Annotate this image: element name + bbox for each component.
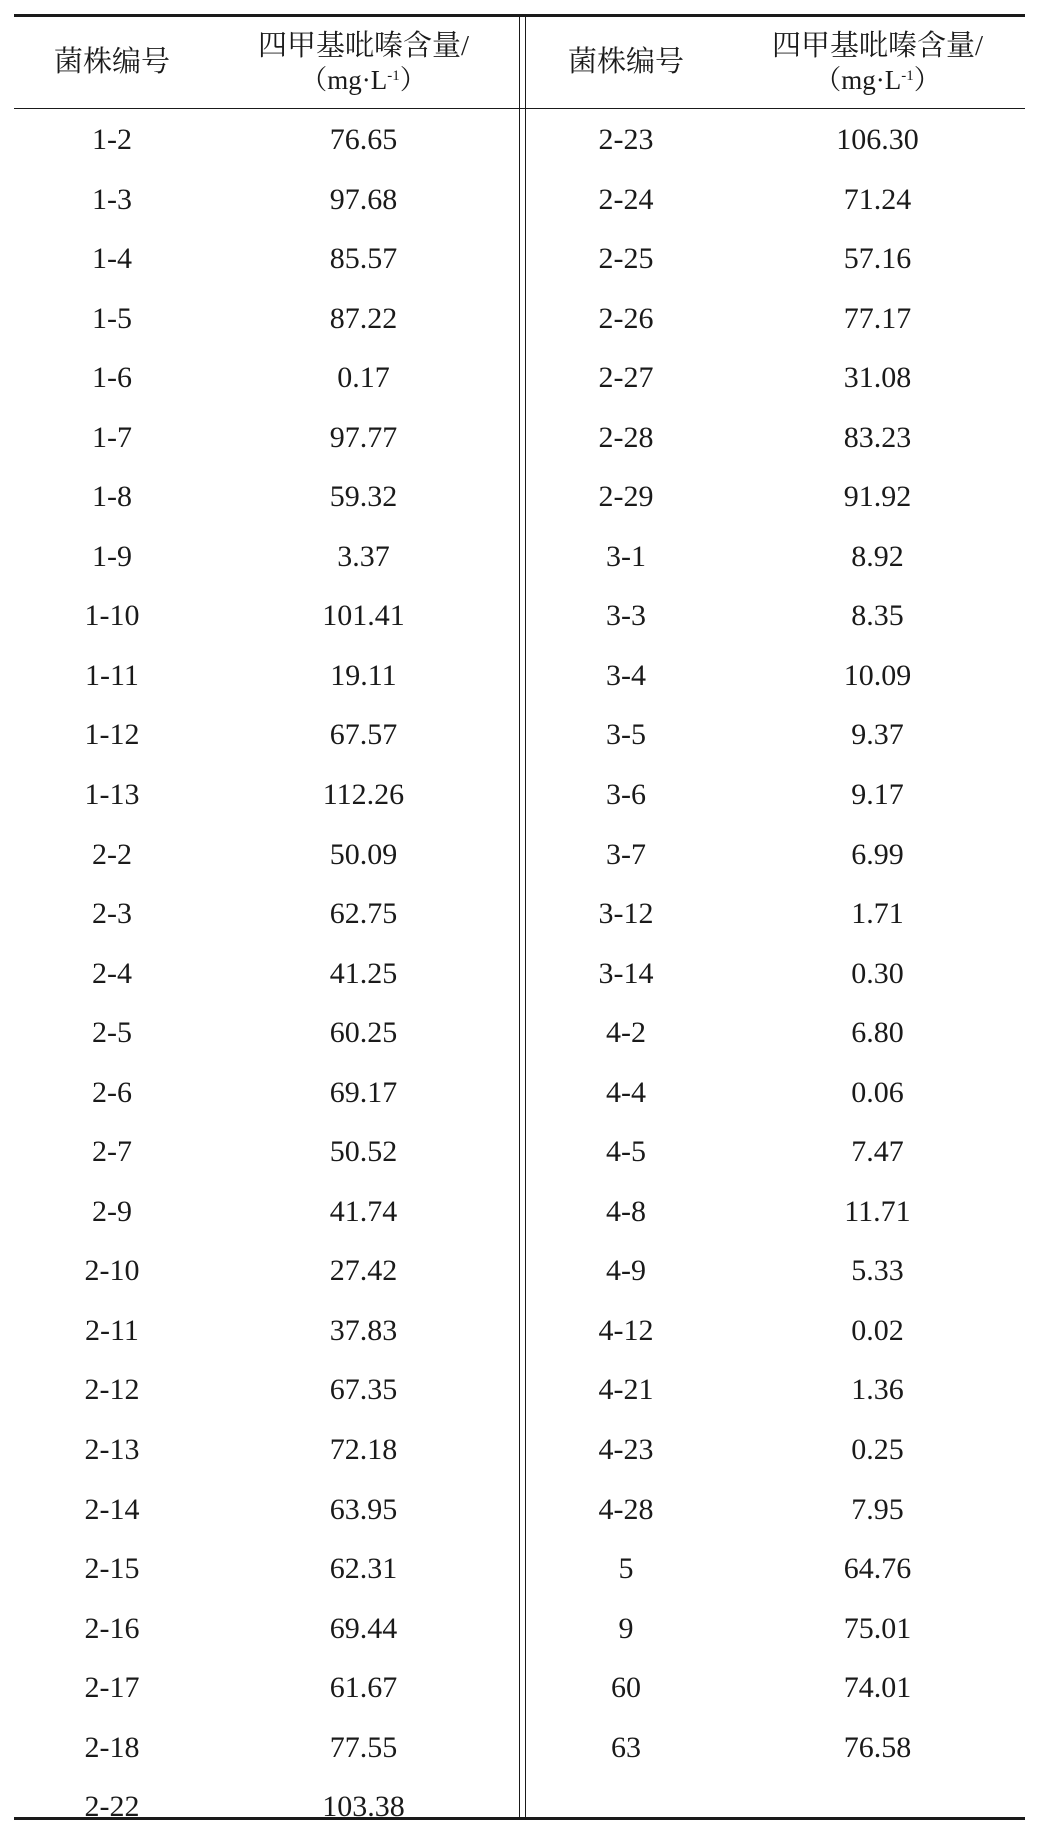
strain-id-cell: 2-11: [85, 1313, 139, 1347]
strain-id-cell: 2-23: [598, 123, 654, 156]
table-row: [528, 944, 1031, 1004]
tmp-content-cell: 37.83: [329, 1313, 398, 1347]
table-row: [528, 1301, 1031, 1361]
strain-id-cell: 2-10: [84, 1254, 140, 1288]
tmp-content-cell: 74.01: [843, 1671, 912, 1705]
strain-id-cell: 3-3: [606, 599, 646, 633]
tmp-content-cell: 63.95: [329, 1492, 398, 1526]
strain-id-cell: 9: [618, 1611, 634, 1645]
table-row: [528, 646, 1031, 706]
table-row: [14, 467, 517, 527]
strain-id-cell: 2-25: [598, 242, 654, 276]
table-row: [528, 1480, 1031, 1540]
header-unit: [300, 64, 427, 96]
strain-id-cell: 2-14: [84, 1492, 140, 1526]
header-tmp-content: [210, 17, 517, 107]
table-row: [528, 1658, 1031, 1718]
table-row: [14, 1360, 517, 1420]
tmp-content-cell: 0.06: [851, 1075, 904, 1109]
table-row: [14, 1718, 517, 1778]
strain-id-cell: 1-5: [92, 301, 132, 335]
table-body-left: [14, 110, 517, 1837]
tmp-content-cell: 0.30: [851, 956, 904, 990]
table-row: [528, 527, 1031, 587]
tmp-content-cell: 69.44: [329, 1611, 398, 1645]
table-row: [528, 1122, 1031, 1182]
tmp-content-cell: 7.95: [851, 1492, 904, 1526]
table-row: [14, 1122, 517, 1182]
strain-id-cell: 1-8: [92, 480, 132, 514]
table-row: [528, 705, 1031, 765]
tmp-content-cell: 91.92: [843, 480, 912, 514]
strain-id-cell: 3-7: [606, 837, 646, 871]
tmp-content-cell: 3.37: [337, 539, 390, 573]
tmp-content-cell: 77.17: [843, 301, 912, 335]
tmp-content-cell: 87.22: [329, 301, 398, 335]
tmp-content-cell: 5.33: [851, 1254, 904, 1288]
tmp-content-cell: 7.47: [851, 1135, 904, 1169]
tmp-content-cell: 8.92: [851, 539, 904, 573]
strain-id-cell: 1-12: [84, 718, 140, 752]
strain-id-cell: 4-9: [606, 1254, 646, 1288]
table-row: [528, 408, 1031, 468]
tmp-content-cell: 97.68: [329, 182, 398, 216]
tmp-content-cell: 19.11: [330, 658, 397, 692]
table-row: [14, 1539, 517, 1599]
table-row: [528, 1003, 1031, 1063]
table-row: [14, 586, 517, 646]
table-header-right: [528, 17, 1031, 107]
strain-id-cell: 1-13: [84, 778, 140, 812]
table-row: [14, 1301, 517, 1361]
header-unit: [814, 64, 941, 96]
strain-id-cell: 2-16: [84, 1611, 140, 1645]
table-row: [528, 586, 1031, 646]
table-row: [14, 825, 517, 885]
strain-id-cell: 60: [611, 1671, 641, 1705]
table-header-left: [14, 17, 517, 107]
tmp-content-cell: 0.25: [851, 1433, 904, 1467]
strain-id-cell: 2-27: [598, 361, 654, 395]
table-row: [528, 467, 1031, 527]
table-row: [14, 705, 517, 765]
strain-id-cell: 4-5: [606, 1135, 646, 1169]
strain-id-cell: 2-17: [84, 1671, 140, 1705]
header-strain-id: [528, 17, 724, 107]
tmp-content-cell: 9.17: [851, 778, 904, 812]
table-row: [14, 348, 517, 408]
tmp-content-cell: 41.25: [329, 956, 398, 990]
unit-open: （mg·L: [300, 65, 388, 95]
table-row: [14, 1003, 517, 1063]
strain-id-cell: 3-6: [606, 778, 646, 812]
tmp-content-cell: 103.38: [322, 1790, 405, 1824]
table-row: [14, 884, 517, 944]
strain-id-cell: 2-2: [92, 837, 132, 871]
strain-id-cell: 4-8: [606, 1194, 646, 1228]
strain-id-cell: 1-11: [85, 658, 139, 692]
strain-id-cell: 2-15: [84, 1552, 140, 1586]
tmp-content-cell: 106.30: [836, 123, 919, 156]
table-row: [14, 408, 517, 468]
tmp-content-cell: 62.75: [329, 897, 398, 931]
strain-id-cell: 2-29: [598, 480, 654, 514]
tmp-content-cell: 31.08: [843, 361, 912, 395]
strain-id-cell: 3-4: [606, 658, 646, 692]
table-body-right: [528, 110, 1031, 1777]
table-row: [14, 1182, 517, 1242]
table-row: [14, 1420, 517, 1480]
table-row: [528, 884, 1031, 944]
tmp-content-cell: 60.25: [329, 1016, 398, 1050]
header-strain-id-text: 菌株编号: [53, 46, 170, 78]
strain-id-cell: 2-5: [92, 1016, 132, 1050]
table-row: [14, 527, 517, 587]
tmp-content-cell: 76.58: [843, 1730, 912, 1764]
strain-id-cell: 4-23: [598, 1433, 654, 1467]
table-row: [14, 944, 517, 1004]
table-row: [14, 110, 517, 170]
strain-id-cell: 3-14: [598, 956, 654, 990]
tmp-content-cell: 8.35: [851, 599, 904, 633]
table-row: [14, 765, 517, 825]
table-row: [14, 289, 517, 349]
table-row: [14, 229, 517, 289]
strain-id-cell: 1-10: [84, 599, 140, 633]
column-divider: [519, 14, 520, 1820]
tmp-content-cell: 57.16: [843, 242, 912, 276]
tmp-content-cell: 83.23: [843, 420, 912, 454]
tmp-content-cell: 50.52: [329, 1135, 398, 1169]
strain-id-cell: 1-3: [92, 182, 132, 216]
unit-sup: -1: [901, 68, 914, 84]
tmp-content-cell: 67.57: [329, 718, 398, 752]
table-row: [14, 1241, 517, 1301]
tmp-content-cell: 27.42: [329, 1254, 398, 1288]
strain-id-cell: 4-2: [606, 1016, 646, 1050]
tmp-content-cell: 101.41: [322, 599, 405, 633]
header-tmp-content-text: 四甲基吡嗪含量/: [771, 30, 984, 62]
strain-id-cell: 2-3: [92, 897, 132, 931]
tmp-content-cell: 76.65: [329, 123, 398, 156]
header-strain-id-text: 菌株编号: [567, 46, 684, 78]
table-row: [528, 1599, 1031, 1659]
table-row: [528, 825, 1031, 885]
strain-id-cell: 2-12: [84, 1373, 140, 1407]
tmp-content-cell: 77.55: [329, 1730, 398, 1764]
table-row: [14, 1777, 517, 1837]
strain-id-cell: 2-28: [598, 420, 654, 454]
tmp-content-cell: 62.31: [329, 1552, 398, 1586]
table-row: [14, 646, 517, 706]
table-row: [528, 765, 1031, 825]
table-row: [528, 110, 1031, 170]
table-row: [14, 170, 517, 230]
tmp-content-cell: 1.71: [851, 897, 904, 931]
strain-id-cell: 2-22: [84, 1790, 140, 1824]
strain-id-cell: 1-4: [92, 242, 132, 276]
tmp-content-cell: 64.76: [843, 1552, 912, 1586]
tmp-content-cell: 1.36: [851, 1373, 904, 1407]
strain-id-cell: 1-7: [92, 420, 132, 454]
tmp-content-cell: 50.09: [329, 837, 398, 871]
tmp-content-cell: 61.67: [329, 1671, 398, 1705]
table-row: [528, 348, 1031, 408]
strain-id-cell: 1-6: [92, 361, 132, 395]
strain-id-cell: 4-28: [598, 1492, 654, 1526]
tmp-content-cell: 67.35: [329, 1373, 398, 1407]
tmp-content-cell: 69.17: [329, 1075, 398, 1109]
strain-id-cell: 5: [618, 1552, 634, 1586]
tmp-content-cell: 85.57: [329, 242, 398, 276]
table-row: [528, 1063, 1031, 1123]
unit-close: ）: [913, 65, 941, 95]
tmp-content-cell: 0.17: [337, 361, 390, 395]
tmp-content-cell: 72.18: [329, 1433, 398, 1467]
table-row: [528, 1539, 1031, 1599]
table-row: [14, 1599, 517, 1659]
tmp-content-cell: 6.99: [851, 837, 904, 871]
strain-id-cell: 3-12: [598, 897, 654, 931]
tmp-content-cell: 11.71: [844, 1194, 911, 1228]
strain-id-cell: 63: [611, 1730, 641, 1764]
strain-id-cell: 4-21: [598, 1373, 654, 1407]
header-strain-id: [14, 17, 210, 107]
strain-id-cell: 1-9: [92, 539, 132, 573]
unit-open: （mg·L: [814, 65, 902, 95]
tmp-content-cell: 97.77: [329, 420, 398, 454]
tmp-content-cell: 6.80: [851, 1016, 904, 1050]
strain-id-cell: 2-26: [598, 301, 654, 335]
tmp-content-cell: 41.74: [329, 1194, 398, 1228]
strain-id-cell: 1-2: [92, 123, 132, 156]
strain-id-cell: 3-1: [606, 539, 646, 573]
header-tmp-content: [724, 17, 1031, 107]
strain-id-cell: 2-24: [598, 182, 654, 216]
strain-id-cell: 3-5: [606, 718, 646, 752]
strain-id-cell: 2-6: [92, 1075, 132, 1109]
strain-id-cell: 2-9: [92, 1194, 132, 1228]
table-row: [14, 1063, 517, 1123]
table-row: [528, 1360, 1031, 1420]
table-row: [528, 289, 1031, 349]
table-row: [14, 1480, 517, 1540]
strain-id-cell: 2-7: [92, 1135, 132, 1169]
table-row: [528, 229, 1031, 289]
table-row: [528, 170, 1031, 230]
column-divider: [525, 14, 526, 1820]
tmp-content-cell: 112.26: [322, 778, 405, 812]
table-row: [14, 1658, 517, 1718]
table-row: [528, 1420, 1031, 1480]
strain-id-cell: 2-18: [84, 1730, 140, 1764]
table-row: [528, 1182, 1031, 1242]
tmp-content-cell: 75.01: [843, 1611, 912, 1645]
header-tmp-content-text: 四甲基吡嗪含量/: [257, 30, 470, 62]
unit-close: ）: [399, 65, 427, 95]
table-row: [528, 1241, 1031, 1301]
strain-id-cell: 4-4: [606, 1075, 646, 1109]
unit-sup: -1: [387, 68, 400, 84]
strain-id-cell: 2-13: [84, 1433, 140, 1467]
tmp-content-cell: 0.02: [851, 1313, 904, 1347]
strain-id-cell: 2-4: [92, 956, 132, 990]
table-row: [528, 1718, 1031, 1778]
tmp-content-cell: 71.24: [843, 182, 912, 216]
tmp-content-cell: 59.32: [329, 480, 398, 514]
tmp-content-cell: 9.37: [851, 718, 904, 752]
strain-id-cell: 4-12: [598, 1313, 654, 1347]
tmp-content-cell: 10.09: [843, 658, 912, 692]
